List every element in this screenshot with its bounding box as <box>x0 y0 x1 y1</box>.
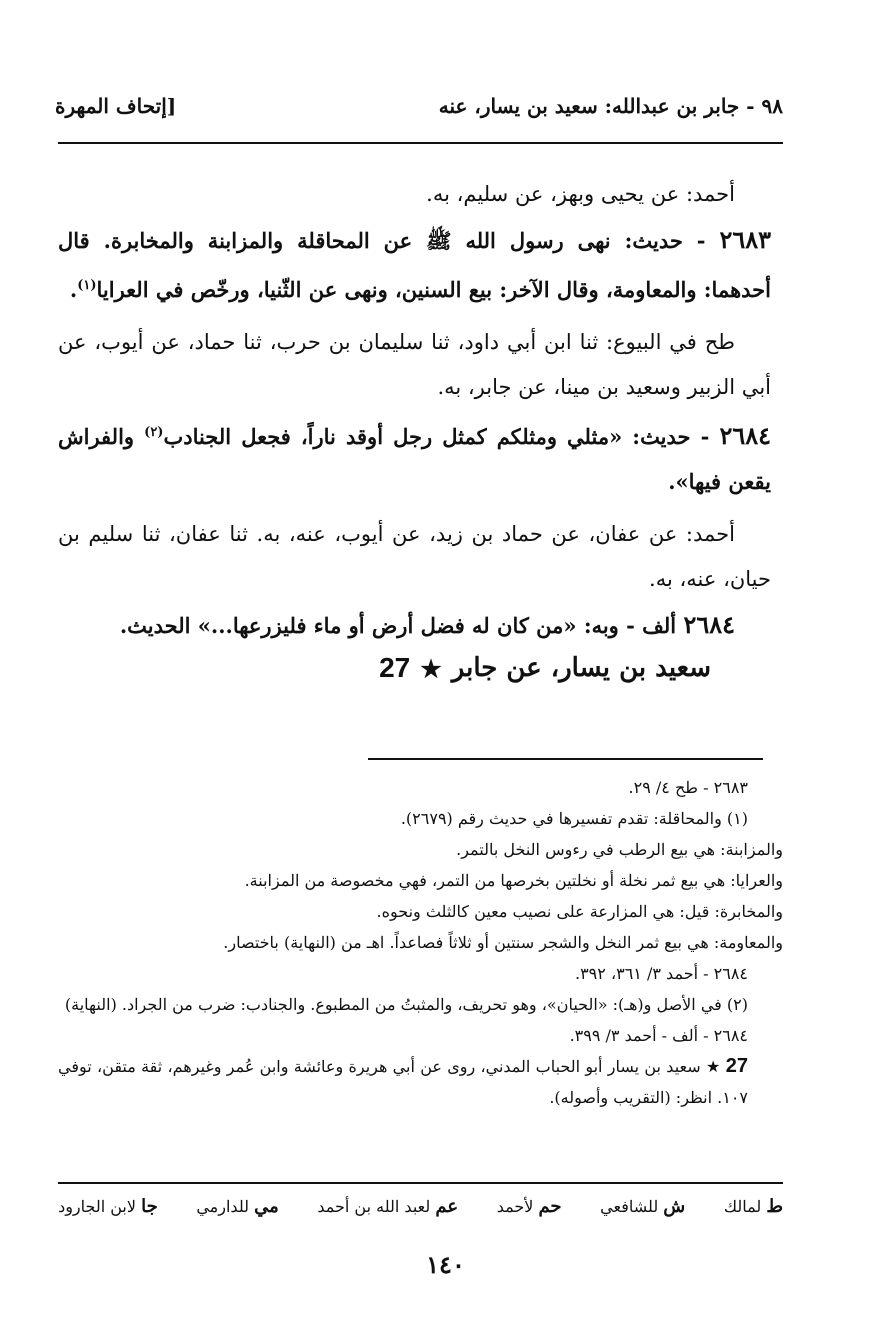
paragraph-tahawi <box>58 320 771 410</box>
main-text <box>58 172 771 684</box>
hadith-end: . <box>69 277 78 302</box>
footnotes <box>58 772 783 1113</box>
footnote-line: والمخابرة: قيل: هي المزارعة على نصيب معين كالثلث ونحوه. <box>376 902 783 921</box>
footnote-ref: (٢) <box>144 425 164 440</box>
section-number: 27 <box>725 1055 749 1077</box>
abbreviation-item: ش للشافعي <box>600 1196 686 1217</box>
abbreviations-key <box>58 1196 783 1217</box>
footnote-biography <box>58 1051 783 1113</box>
section-number: 27 <box>379 652 411 683</box>
header-chapter-title: ٩٨ - جابر بن عبدالله: سعيد بن يسار، عنه <box>438 94 783 118</box>
footnote-line: (١) والمحاقلة: تقدم تفسيرها في حديث رقم (٢٦٧٩). <box>400 809 748 828</box>
hadith-2683 <box>58 217 771 312</box>
footnote-line: ٢٦٨٤ - أحمد ٣/ ٣٦١، ٣٩٢. <box>574 964 748 983</box>
footnote-rule <box>368 758 763 760</box>
hadith-number: ٢٦٨٤ <box>683 610 735 639</box>
footnote-line: والمزابنة: هي بيع الرطب في رءوس النخل بالتمر. <box>456 840 783 859</box>
paragraph-ahmad-1 <box>58 172 771 217</box>
star-icon: ★ <box>420 653 442 683</box>
abbreviation-item: حم لأحمد <box>496 1196 562 1217</box>
hadith-2684 <box>58 410 771 504</box>
paragraph-text: أحمد: عن عفان، عن حماد بن زيد، عن أيوب، عنه، به. ثنا عفان، ثنا سليم بن حيان، عنه، به. <box>58 522 771 591</box>
abbreviation-item: عم لعبد الله بن أحمد <box>317 1196 459 1217</box>
footnote-line: (٢) في الأصل و(هـ): «الحيان»، وهو تحريف، والمثبتُ من المطبوع. والجنادب: ضرب من الجراد. (النهاية) <box>64 995 748 1014</box>
section-heading <box>58 652 771 684</box>
page-number: ١٤٠ <box>426 1250 465 1279</box>
hadith-2684-alif <box>58 602 771 648</box>
footnote-line: ٢٦٨٣ - طح ٤/ ٢٩. <box>628 778 748 797</box>
abbreviation-item: ط لمالك <box>723 1196 783 1217</box>
footnote-line: ٢٦٨٤ - ألف - أحمد ٣/ ٣٩٩. <box>569 1026 748 1045</box>
footnote-ref: (١) <box>77 278 97 293</box>
paragraph-text: أحمد: عن يحيى وبهز، عن سليم، به. <box>426 182 735 206</box>
hadith-number: ٢٦٨٤ <box>719 421 771 450</box>
header-rule <box>58 142 783 144</box>
paragraph-text: طح في البيوع: ثنا ابن أبي داود، ثنا سليمان بن حرب، ثنا حماد، عن أيوب، عن أبي الزبير وسعيد بن مينا، عن جابر، به. <box>58 330 771 399</box>
page-header <box>55 88 783 124</box>
footnote-line: والعرايا: هي بيع ثمر نخلة أو نخلتين بخرصها من التمر، فهي مخصوصة من المزابنة. <box>244 871 783 890</box>
hadith-end: والفراش يقعن فيها». <box>58 424 771 494</box>
header-book-title: [إتحاف المهرة <box>55 94 177 118</box>
hadith-number: ٢٦٨٣ <box>719 225 771 254</box>
star-icon: ★ <box>705 1057 721 1076</box>
hadith-text: - حديث: نهى رسول الله ﷺ عن المحاقلة والمزابنة والمخابرة. قال أحدهما: والمعاومة، وقال الآخر: بيع السنين، ونهى عن الثّنيا، ورخّص في العرايا <box>58 228 771 302</box>
hadith-text: ألف - وبه: «من كان له فضل أرض أو ماء فليزرعها...» الحديث. <box>119 613 684 638</box>
abbreviations-rule <box>58 1182 783 1184</box>
section-title: سعيد بن يسار، عن جابر <box>451 653 711 683</box>
footnote-line: والمعاومة: هي بيع ثمر النخل والشجر سنتين أو ثلاثاً فصاعداً. اهـ من (النهاية) باختصار. <box>223 933 783 952</box>
hadith-text: - حديث: «مثلي ومثلكم كمثل رجل أوقد ناراً، فجعل الجنادب <box>163 424 720 449</box>
footnote-text: سعيد بن يسار أبو الحباب المدني، روى عن أبي هريرة وعائشة وابن عُمر وغيرهم، ثقة متقن، توفي ١٠٧. انظر: (التقريب وأصوله). <box>58 1057 748 1107</box>
abbreviation-item: مي للدارمي <box>196 1196 279 1217</box>
abbreviation-item: جا لابن الجارود <box>58 1196 158 1217</box>
paragraph-ahmad-2 <box>58 512 771 602</box>
